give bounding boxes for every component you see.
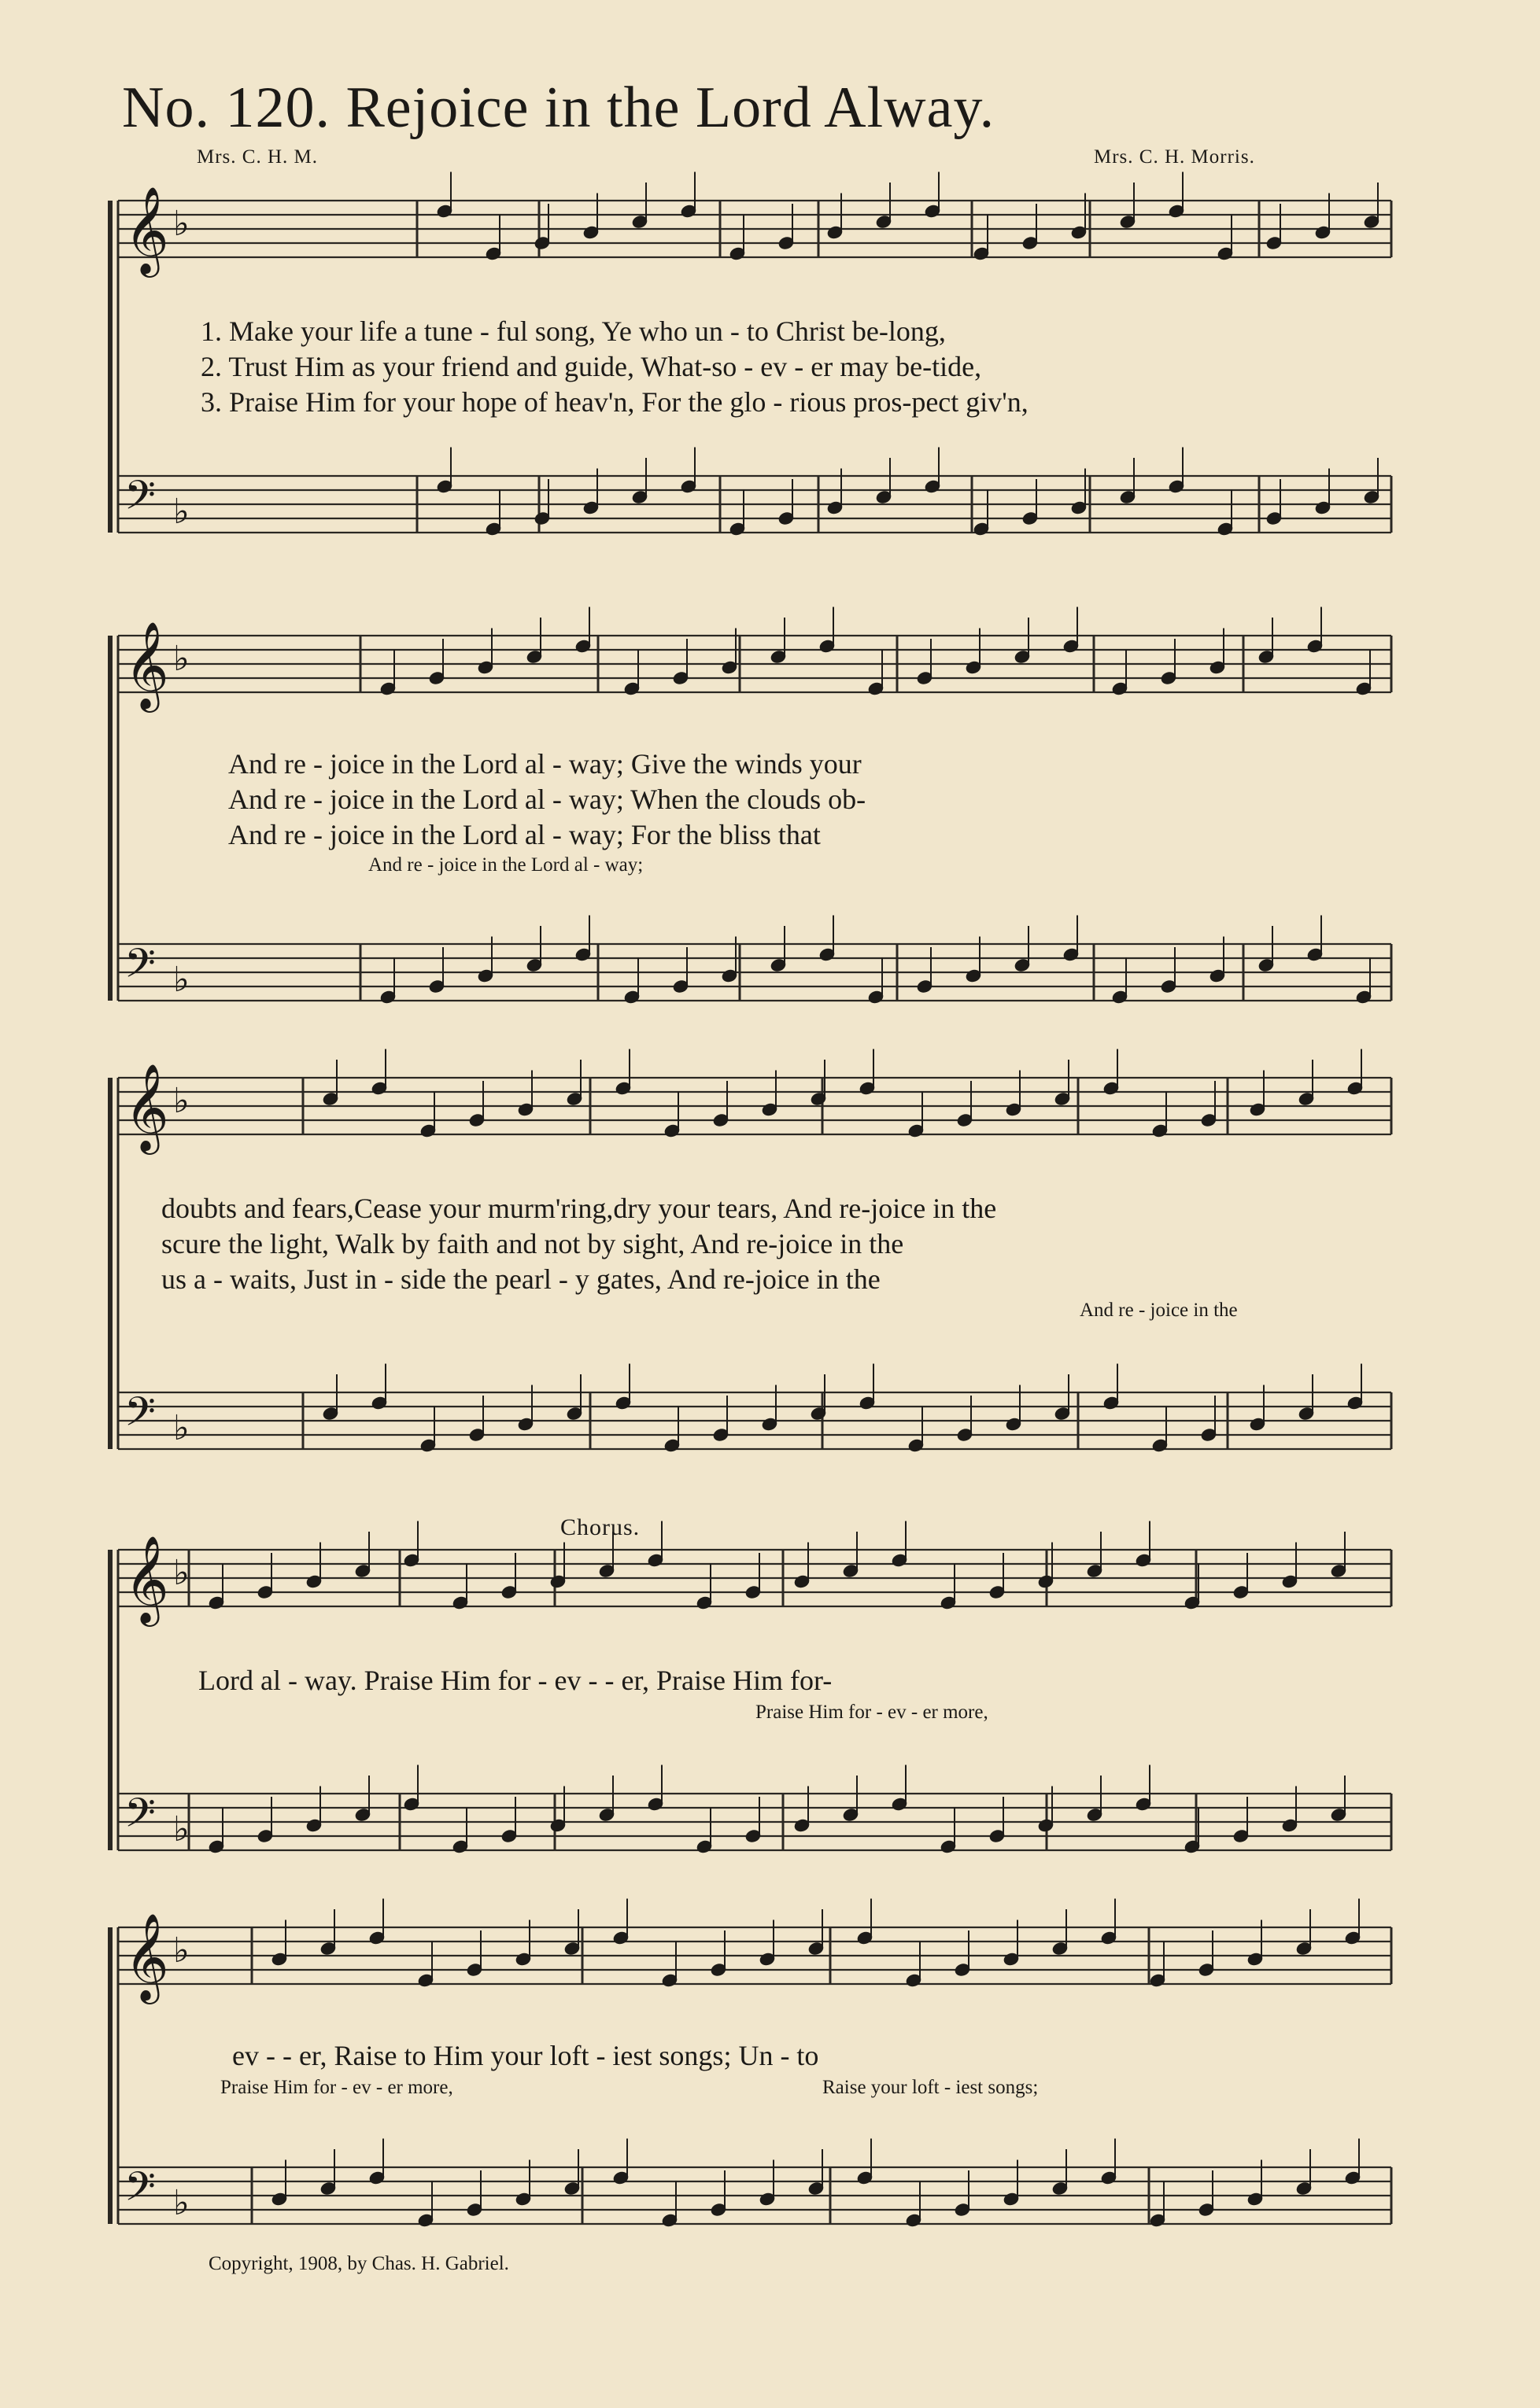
verse-3-line-2: And re - joice in the Lord al - way; For the bliss that (228, 819, 821, 850)
verse-1-line-2: And re - joice in the Lord al - way; Give the winds your (228, 748, 862, 780)
words-credit: Mrs. C. H. M. (197, 146, 318, 168)
verse-3-line-3: us a - waits, Just in - side the pearl - y gates, And re-joice in the (161, 1263, 881, 1295)
flat-sign-icon: ♭ (173, 204, 190, 244)
treble-clef-icon: 𝄞 (124, 1535, 169, 1623)
flat-sign-icon: ♭ (173, 1553, 190, 1593)
flat-sign-icon: ♭ (173, 2183, 190, 2223)
chorus-label: Chorus. (560, 1514, 641, 1540)
alto-echo-line-2: And re - joice in the Lord al - way; (368, 854, 644, 876)
verse-2-line-3: scure the light, Walk by faith and not by sight, And re-joice in the (161, 1228, 904, 1259)
flat-sign-icon: ♭ (173, 1081, 190, 1121)
bass-clef-icon: 𝄢 (124, 1789, 156, 1846)
flat-sign-icon: ♭ (173, 960, 190, 1000)
flat-sign-icon: ♭ (173, 1809, 190, 1849)
bass-clef-icon: 𝄢 (124, 939, 156, 997)
copyright-notice: Copyright, 1908, by Chas. H. Gabriel. (209, 2253, 509, 2274)
verse-1-line-3: doubts and fears,Cease your murm'ring,dry your tears, And re-joice in the (161, 1193, 997, 1224)
alto-echo-chorus-1: Praise Him for - ev - er more, (755, 1702, 988, 1723)
flat-sign-icon: ♭ (173, 1930, 190, 1971)
treble-clef-icon: 𝄞 (124, 1912, 169, 2001)
verse-2-line-2: And re - joice in the Lord al - way; When the clouds ob- (228, 784, 866, 815)
verse-2-line-1: 2. Trust Him as your friend and guide, What-so - ev - er may be-tide, (201, 351, 982, 382)
bass-clef-icon: 𝄢 (124, 1388, 156, 1445)
music-credit: Mrs. C. H. Morris. (1094, 146, 1255, 168)
alto-echo-chorus-2a: Praise Him for - ev - er more, (220, 2077, 453, 2098)
flat-sign-icon: ♭ (173, 1408, 190, 1448)
verse-3-line-1: 3. Praise Him for your hope of heav'n, For the glo - rious pros-pect giv'n, (201, 386, 1029, 418)
alto-echo-line-3: And re - joice in the (1080, 1300, 1238, 1321)
flat-sign-icon: ♭ (173, 639, 190, 679)
bass-clef-icon: 𝄢 (124, 2163, 156, 2220)
treble-clef-icon: 𝄞 (124, 1063, 169, 1151)
chorus-line-2: ev - - er, Raise to Him your loft - iest songs; Un - to (232, 2040, 819, 2071)
flat-sign-icon: ♭ (173, 492, 190, 532)
treble-clef-icon: 𝄞 (124, 621, 169, 709)
verse-1-line-1: 1. Make your life a tune - ful song, Ye who un - to Christ be-long, (201, 315, 946, 347)
treble-clef-icon: 𝄞 (124, 186, 169, 274)
hymn-title: No. 120. Rejoice in the Lord Alway. (122, 76, 995, 140)
alto-echo-chorus-2b: Raise your loft - iest songs; (822, 2077, 1039, 2098)
chorus-line-1: Lord al - way. Praise Him for - ev - - er, Praise Him for- (198, 1665, 833, 1696)
bass-clef-icon: 𝄢 (124, 471, 156, 529)
